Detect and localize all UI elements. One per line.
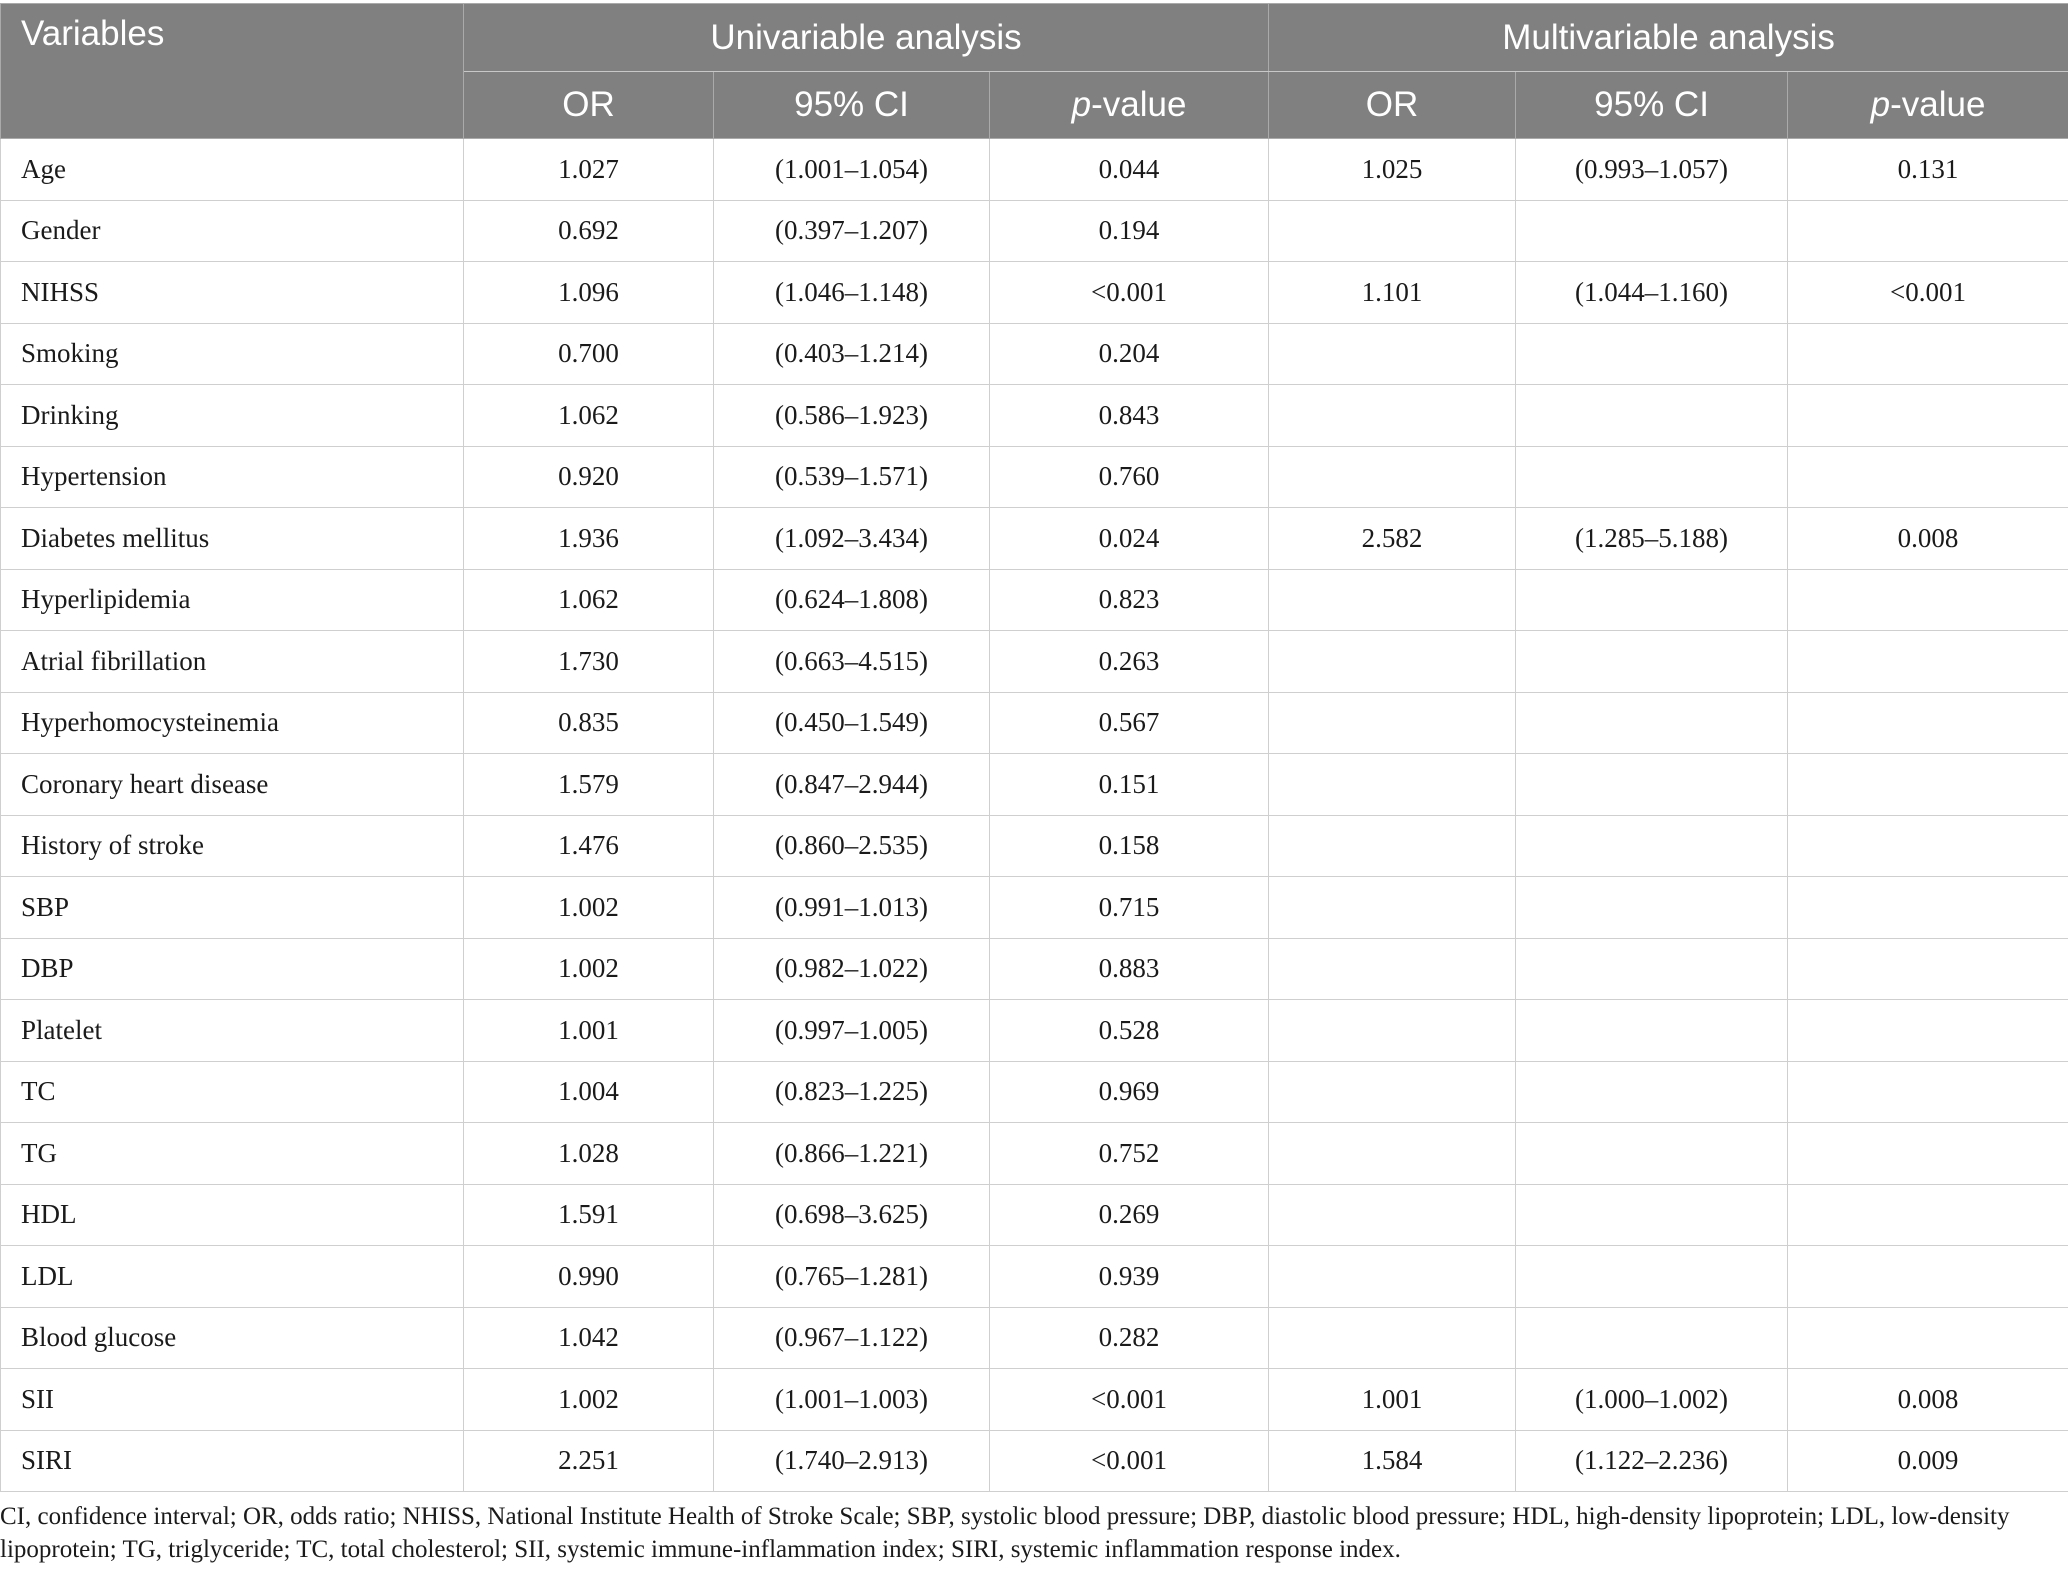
p-suffix: -value: [1890, 85, 1986, 124]
cell-variable: SII: [1, 1369, 464, 1431]
cell-univariable-p: <0.001: [990, 1430, 1269, 1492]
header-multivariable-ci: 95% CI: [1516, 72, 1788, 139]
cell-variable: Gender: [1, 200, 464, 262]
cell-multivariable-p: 0.008: [1788, 1369, 2068, 1431]
cell-multivariable-p: [1788, 877, 2068, 939]
cell-univariable-or: 1.004: [464, 1061, 714, 1123]
table-row: [1, 1307, 2068, 1369]
cell-multivariable-ci: (1.122–2.236): [1516, 1430, 1788, 1492]
cell-univariable-ci: (0.586–1.923): [714, 385, 990, 447]
table-row: [1, 1123, 2068, 1185]
cell-variable: TC: [1, 1061, 464, 1123]
cell-univariable-ci: (0.991–1.013): [714, 877, 990, 939]
table-row: [1, 877, 2068, 939]
header-multivariable-or: OR: [1269, 72, 1516, 139]
cell-univariable-p: 0.024: [990, 508, 1269, 570]
cell-multivariable-p: [1788, 1307, 2068, 1369]
p-italic: p: [1071, 85, 1092, 124]
cell-multivariable-p: [1788, 200, 2068, 262]
cell-univariable-or: 1.001: [464, 1000, 714, 1062]
header-multivariable-p: [1788, 72, 2068, 139]
table-row: [1, 938, 2068, 1000]
cell-variable: Age: [1, 139, 464, 201]
cell-univariable-ci: (0.397–1.207): [714, 200, 990, 262]
cell-univariable-or: 1.028: [464, 1123, 714, 1185]
cell-univariable-or: 2.251: [464, 1430, 714, 1492]
cell-multivariable-or: [1269, 1184, 1516, 1246]
cell-univariable-or: 1.936: [464, 508, 714, 570]
cell-multivariable-or: [1269, 631, 1516, 693]
table-row: [1, 569, 2068, 631]
cell-multivariable-ci: [1516, 877, 1788, 939]
cell-variable: SBP: [1, 877, 464, 939]
cell-univariable-p: 0.939: [990, 1246, 1269, 1308]
table-row: [1, 1246, 2068, 1308]
cell-multivariable-ci: [1516, 815, 1788, 877]
cell-variable: Drinking: [1, 385, 464, 447]
table-row: [1, 323, 2068, 385]
cell-univariable-or: 1.002: [464, 1369, 714, 1431]
cell-multivariable-ci: (0.993–1.057): [1516, 139, 1788, 201]
cell-univariable-ci: (0.624–1.808): [714, 569, 990, 631]
header-univariable: Univariable analysis: [464, 4, 1269, 72]
cell-univariable-p: <0.001: [990, 262, 1269, 324]
cell-multivariable-ci: [1516, 1246, 1788, 1308]
table-row: [1, 139, 2068, 201]
cell-multivariable-p: [1788, 1000, 2068, 1062]
table-row: [1, 1369, 2068, 1431]
cell-multivariable-ci: [1516, 385, 1788, 447]
cell-variable: History of stroke: [1, 815, 464, 877]
cell-multivariable-p: [1788, 692, 2068, 754]
header-univariable-p: [990, 72, 1269, 139]
cell-multivariable-or: [1269, 815, 1516, 877]
table-footnote: CI, confidence interval; OR, odds ratio; NHISS, National Institute Health of Stroke Scale; SBP, systolic blood pressure; DBP, diastolic blood pressure; HDL, high-density lipoprotein; LDL, low-density lipoprotein; TG, triglyceride; TC, total cholesterol; SII, systemic immune-inflammation index; SIRI, systemic inflammation response index.: [0, 1503, 2010, 1563]
cell-univariable-or: 1.027: [464, 139, 714, 201]
cell-multivariable-ci: [1516, 1123, 1788, 1185]
cell-multivariable-p: [1788, 323, 2068, 385]
cell-univariable-or: 1.042: [464, 1307, 714, 1369]
header-univariable-ci: 95% CI: [714, 72, 990, 139]
table-row: [1, 1184, 2068, 1246]
cell-univariable-p: 0.269: [990, 1184, 1269, 1246]
cell-univariable-or: 1.476: [464, 815, 714, 877]
cell-multivariable-or: [1269, 1061, 1516, 1123]
cell-multivariable-or: [1269, 938, 1516, 1000]
cell-variable: Hyperhomocysteinemia: [1, 692, 464, 754]
cell-multivariable-or: [1269, 877, 1516, 939]
regression-table-container: [0, 3, 2068, 1492]
cell-univariable-or: 0.920: [464, 446, 714, 508]
cell-univariable-ci: (0.982–1.022): [714, 938, 990, 1000]
table-row: [1, 631, 2068, 693]
cell-univariable-p: 0.752: [990, 1123, 1269, 1185]
cell-univariable-ci: (0.539–1.571): [714, 446, 990, 508]
cell-multivariable-or: [1269, 446, 1516, 508]
cell-multivariable-or: [1269, 569, 1516, 631]
cell-univariable-ci: (1.740–2.913): [714, 1430, 990, 1492]
cell-univariable-ci: (0.663–4.515): [714, 631, 990, 693]
cell-univariable-or: 1.062: [464, 385, 714, 447]
cell-multivariable-p: [1788, 631, 2068, 693]
cell-multivariable-or: [1269, 1123, 1516, 1185]
cell-multivariable-or: 1.584: [1269, 1430, 1516, 1492]
table-row: [1, 815, 2068, 877]
cell-variable: SIRI: [1, 1430, 464, 1492]
cell-multivariable-p: 0.009: [1788, 1430, 2068, 1492]
cell-multivariable-ci: [1516, 631, 1788, 693]
p-italic: p: [1870, 85, 1891, 124]
cell-univariable-p: 0.151: [990, 754, 1269, 816]
cell-multivariable-p: <0.001: [1788, 262, 2068, 324]
cell-univariable-or: 1.096: [464, 262, 714, 324]
table-row: [1, 1000, 2068, 1062]
cell-variable: Coronary heart disease: [1, 754, 464, 816]
cell-variable: Blood glucose: [1, 1307, 464, 1369]
cell-multivariable-p: [1788, 938, 2068, 1000]
table-row: [1, 446, 2068, 508]
cell-variable: HDL: [1, 1184, 464, 1246]
cell-multivariable-ci: [1516, 1061, 1788, 1123]
cell-univariable-ci: (1.001–1.003): [714, 1369, 990, 1431]
cell-univariable-ci: (1.046–1.148): [714, 262, 990, 324]
table-row: [1, 692, 2068, 754]
cell-multivariable-or: [1269, 1000, 1516, 1062]
cell-multivariable-or: 1.101: [1269, 262, 1516, 324]
cell-multivariable-ci: [1516, 323, 1788, 385]
cell-multivariable-ci: [1516, 692, 1788, 754]
cell-univariable-ci: (0.967–1.122): [714, 1307, 990, 1369]
cell-multivariable-p: [1788, 569, 2068, 631]
cell-multivariable-ci: (1.000–1.002): [1516, 1369, 1788, 1431]
cell-variable: Hypertension: [1, 446, 464, 508]
table-row: [1, 385, 2068, 447]
table-row: [1, 508, 2068, 570]
cell-univariable-p: 0.158: [990, 815, 1269, 877]
cell-multivariable-or: [1269, 692, 1516, 754]
cell-multivariable-or: [1269, 200, 1516, 262]
cell-univariable-ci: (1.001–1.054): [714, 139, 990, 201]
cell-univariable-p: 0.969: [990, 1061, 1269, 1123]
cell-multivariable-ci: [1516, 754, 1788, 816]
cell-multivariable-or: [1269, 385, 1516, 447]
cell-univariable-or: 1.591: [464, 1184, 714, 1246]
cell-univariable-or: 0.990: [464, 1246, 714, 1308]
header-multivariable: Multivariable analysis: [1269, 4, 2068, 72]
cell-univariable-ci: (1.092–3.434): [714, 508, 990, 570]
cell-variable: Platelet: [1, 1000, 464, 1062]
cell-variable: Hyperlipidemia: [1, 569, 464, 631]
cell-variable: Smoking: [1, 323, 464, 385]
cell-univariable-ci: (0.450–1.549): [714, 692, 990, 754]
cell-univariable-p: 0.567: [990, 692, 1269, 754]
cell-multivariable-p: 0.131: [1788, 139, 2068, 201]
cell-univariable-or: 0.692: [464, 200, 714, 262]
cell-multivariable-or: [1269, 754, 1516, 816]
cell-univariable-ci: (0.698–3.625): [714, 1184, 990, 1246]
cell-multivariable-or: 1.001: [1269, 1369, 1516, 1431]
cell-univariable-ci: (0.860–2.535): [714, 815, 990, 877]
cell-univariable-p: 0.282: [990, 1307, 1269, 1369]
cell-multivariable-ci: [1516, 1000, 1788, 1062]
cell-univariable-p: 0.883: [990, 938, 1269, 1000]
cell-multivariable-or: 1.025: [1269, 139, 1516, 201]
cell-univariable-ci: (0.823–1.225): [714, 1061, 990, 1123]
cell-multivariable-ci: [1516, 569, 1788, 631]
cell-multivariable-ci: (1.285–5.188): [1516, 508, 1788, 570]
table-body: [1, 139, 2068, 1492]
cell-univariable-p: 0.843: [990, 385, 1269, 447]
cell-multivariable-or: [1269, 1246, 1516, 1308]
cell-univariable-or: 0.835: [464, 692, 714, 754]
cell-multivariable-ci: (1.044–1.160): [1516, 262, 1788, 324]
cell-variable: DBP: [1, 938, 464, 1000]
table-row: [1, 262, 2068, 324]
cell-univariable-p: 0.204: [990, 323, 1269, 385]
p-suffix: -value: [1091, 85, 1187, 124]
header-variables: Variables: [1, 4, 464, 139]
cell-univariable-ci: (0.997–1.005): [714, 1000, 990, 1062]
cell-variable: TG: [1, 1123, 464, 1185]
cell-multivariable-or: 2.582: [1269, 508, 1516, 570]
cell-multivariable-p: [1788, 1123, 2068, 1185]
cell-univariable-p: 0.263: [990, 631, 1269, 693]
cell-variable: Diabetes mellitus: [1, 508, 464, 570]
cell-univariable-or: 1.730: [464, 631, 714, 693]
table-row: [1, 754, 2068, 816]
cell-multivariable-or: [1269, 323, 1516, 385]
cell-univariable-p: 0.715: [990, 877, 1269, 939]
cell-univariable-ci: (0.403–1.214): [714, 323, 990, 385]
cell-multivariable-p: [1788, 1246, 2068, 1308]
cell-univariable-or: 1.579: [464, 754, 714, 816]
cell-multivariable-ci: [1516, 1307, 1788, 1369]
cell-multivariable-ci: [1516, 938, 1788, 1000]
cell-univariable-or: 0.700: [464, 323, 714, 385]
cell-multivariable-ci: [1516, 200, 1788, 262]
cell-multivariable-p: [1788, 385, 2068, 447]
cell-variable: NIHSS: [1, 262, 464, 324]
cell-univariable-or: 1.062: [464, 569, 714, 631]
table-row: [1, 200, 2068, 262]
cell-univariable-or: 1.002: [464, 877, 714, 939]
table-row: [1, 1430, 2068, 1492]
header-univariable-or: OR: [464, 72, 714, 139]
cell-variable: Atrial fibrillation: [1, 631, 464, 693]
regression-table: [0, 3, 2068, 1492]
cell-multivariable-p: [1788, 815, 2068, 877]
cell-multivariable-p: [1788, 1061, 2068, 1123]
cell-univariable-ci: (0.765–1.281): [714, 1246, 990, 1308]
cell-multivariable-p: [1788, 446, 2068, 508]
cell-univariable-ci: (0.866–1.221): [714, 1123, 990, 1185]
cell-multivariable-ci: [1516, 1184, 1788, 1246]
cell-multivariable-or: [1269, 1307, 1516, 1369]
cell-univariable-p: 0.194: [990, 200, 1269, 262]
cell-variable: LDL: [1, 1246, 464, 1308]
cell-univariable-p: 0.760: [990, 446, 1269, 508]
table-header: [1, 4, 2068, 139]
cell-univariable-p: 0.823: [990, 569, 1269, 631]
cell-multivariable-p: [1788, 1184, 2068, 1246]
cell-univariable-p: 0.044: [990, 139, 1269, 201]
table-row: [1, 1061, 2068, 1123]
cell-multivariable-ci: [1516, 446, 1788, 508]
cell-univariable-or: 1.002: [464, 938, 714, 1000]
cell-multivariable-p: [1788, 754, 2068, 816]
cell-univariable-p: 0.528: [990, 1000, 1269, 1062]
cell-univariable-p: <0.001: [990, 1369, 1269, 1431]
cell-multivariable-p: 0.008: [1788, 508, 2068, 570]
cell-univariable-ci: (0.847–2.944): [714, 754, 990, 816]
